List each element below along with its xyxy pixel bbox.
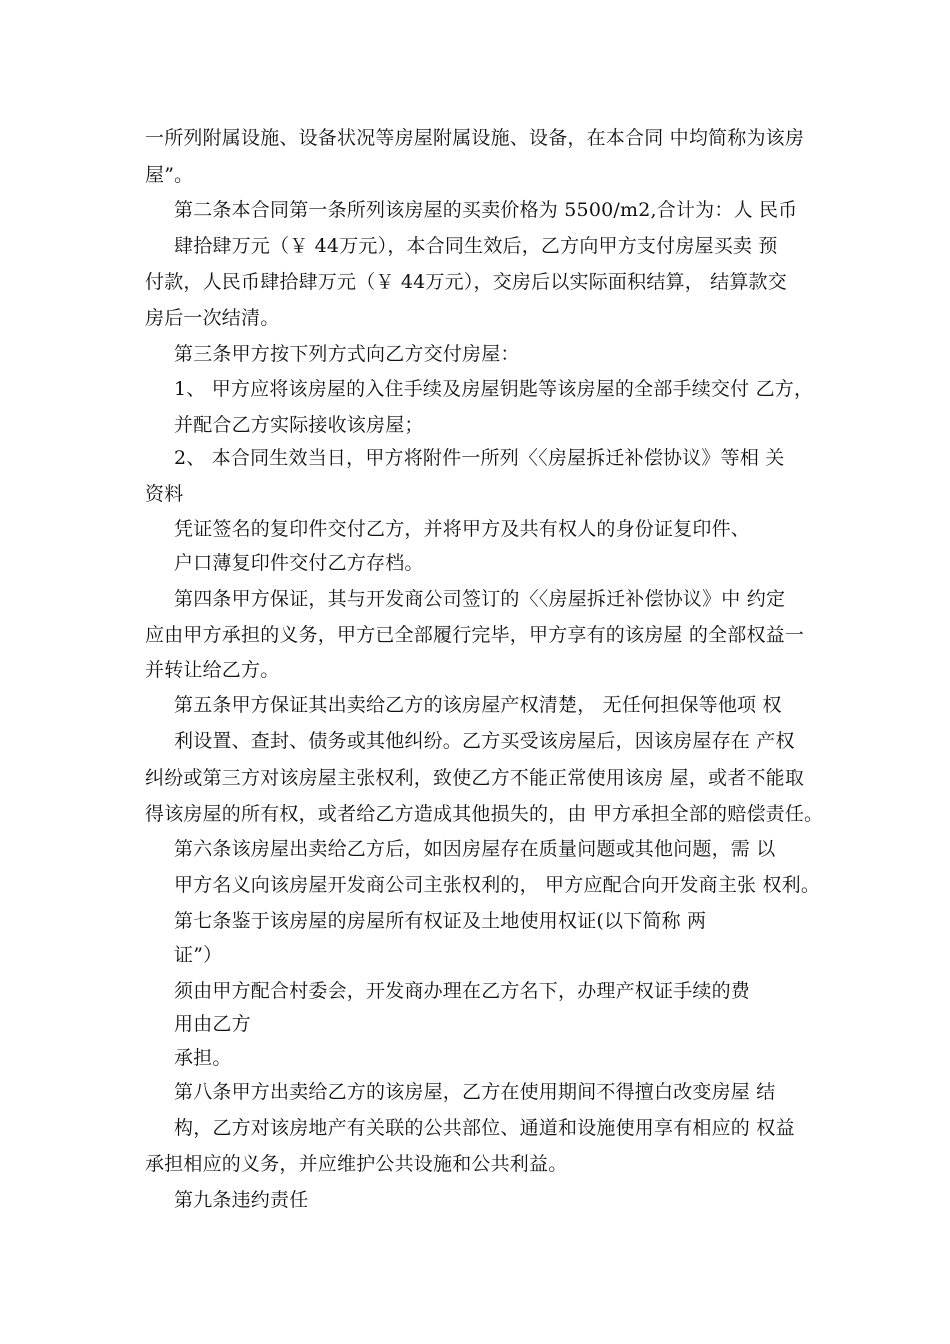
text-line: 付款，人民币肆拾肆万元（￥ 44万元），交房后以实际面积结算， 结算款交 [145,271,787,293]
text-line: 第七条鉴于该房屋的房屋所有权证及土地使用权证(以下简称 两 [174,910,707,932]
text-line: 应由甲方承担的义务，甲方已全部履行完毕，甲方享有的该房屋 的全部权益一 [145,624,805,646]
text-line: 须由甲方配合村委会，开发商办理在乙方名下，办理产权证手续的费 [174,980,751,1002]
text-line: 承担。 [174,1047,232,1069]
text-line: 第五条甲方保证其出卖给乙方的该房屋产权清楚， 无任何担保等他项 权 [174,694,782,716]
text-line: 凭证签名的复印件交付乙方，并将甲方及共有权人的身份证复印件、 [174,518,751,540]
text-line: 甲方名义向该房屋开发商公司主张权利的， 甲方应配合向开发商主张 权利。 [174,874,821,896]
text-line: 肆拾肆万元（￥ 44万元），本合同生效后，乙方向甲方支付房屋买卖 预 [174,235,778,257]
text-line: 第三条甲方按下列方式向乙方交付房屋： [174,343,520,365]
text-line: 1、 甲方应将该房屋的入住手续及房屋钥匙等该房屋的全部手续交付 乙方， [174,378,814,400]
text-line: 并转让给乙方。 [145,659,280,681]
text-line: 构，乙方对该房地产有关联的公共部位、通道和设施使用享有相应的 权益 [174,1117,795,1139]
text-line: 一所列附属设施、设备状况等房屋附属设施、设备，在本合同 中均简称为该房 [145,127,805,149]
text-line: 承担相应的义务，并应维护公共设施和公共利益。 [145,1153,568,1175]
text-line: 资料 [145,483,184,505]
text-line: 户口薄复印件交付乙方存档。 [174,552,424,574]
text-line: 第八条甲方出卖给乙方的该房屋，乙方在使用期间不得擅白改变房屋 结 [174,1081,776,1103]
text-line: 证”） [174,944,223,966]
text-line: 第二条本合同第一条所列该房屋的买卖价格为 5500/m2,合计为：人 民币 [174,199,798,221]
text-line: 第九条违约责任 [174,1189,309,1211]
text-line: 第六条该房屋出卖给乙方后，如因房屋存在质量问题或其他问题，需 以 [174,838,776,860]
text-line: 第四条甲方保证，其与开发商公司签订的〈〈房屋拆迁补偿协议》中 约定 [174,588,786,610]
text-line: 房后一次结清。 [145,307,280,329]
text-line: 利设置、查封、债务或其他纠纷。乙方买受该房屋后，因该房屋存在 产权 [174,730,795,752]
text-line: 得该房屋的所有权，或者给乙方造成其他损失的，由 甲方承担全部的赔偿责任。 [145,803,824,825]
text-line: 纠纷或第三方对该房屋主张权利，致使乙方不能正常使用该房 屋，或者不能取 [145,767,805,789]
text-line: 2、 本合同生效当日，甲方将附件一所列〈〈房屋拆迁补偿协议》等相 关 [174,447,785,469]
text-line: 屋”。 [145,164,194,186]
text-line: 并配合乙方实际接收该房屋； [174,414,424,436]
text-line: 用由乙方 [174,1013,251,1035]
